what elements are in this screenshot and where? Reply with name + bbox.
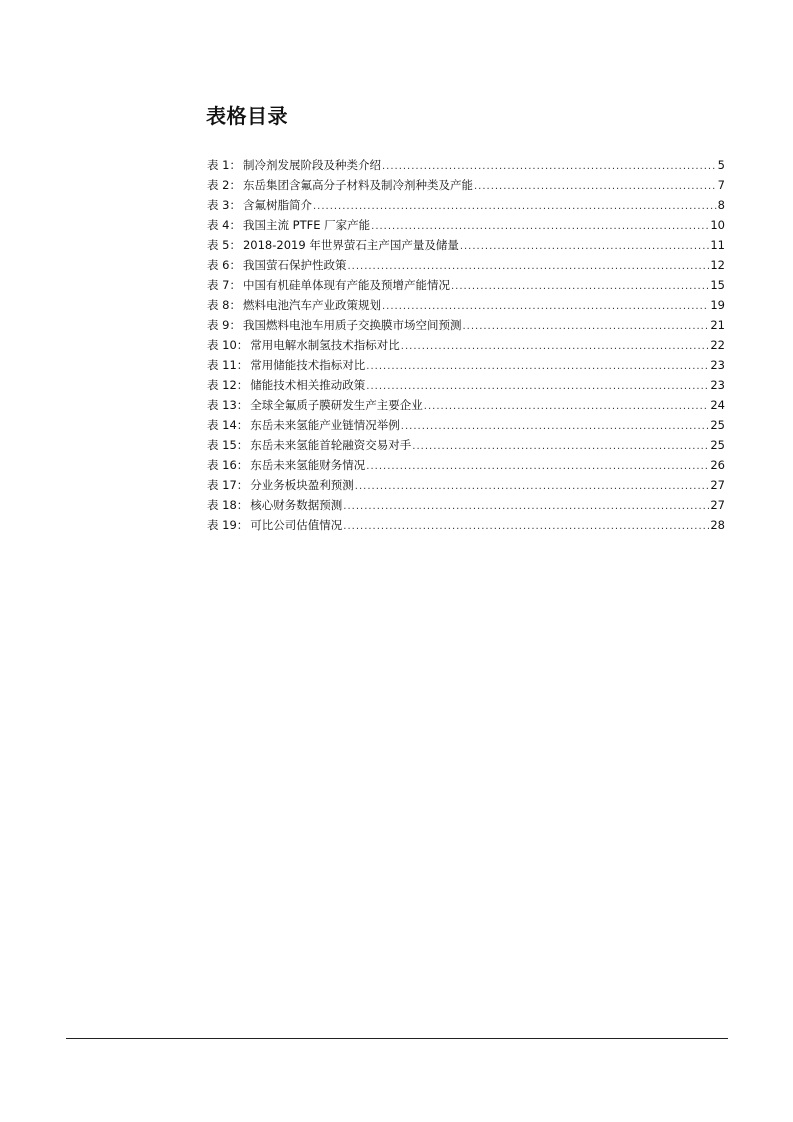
toc-entry[interactable] [207,175,725,195]
dot-leader [366,377,709,397]
toc-entry-page: 11 [710,238,725,252]
toc-entry-title: 中国有机硅单体现有产能及预增产能情况 [242,278,450,292]
dot-leader [313,197,717,217]
toc-entry-title: 2018-2019 年世界萤石主产国产量及储量 [242,238,459,252]
toc-entry-label: 表 5： [207,238,241,252]
toc-entry-label: 表 16： [207,458,249,472]
toc-entry-title: 东岳未来氢能首轮融资交易对手 [250,438,412,452]
toc-entry[interactable] [207,415,725,435]
table-of-contents [207,155,725,535]
toc-entry[interactable] [207,495,725,515]
toc-entry-page: 12 [710,258,725,272]
toc-entry-page: 19 [710,298,725,312]
toc-entry-label: 表 10： [207,338,249,352]
toc-entry-label: 表 2： [207,178,241,192]
toc-entry[interactable] [207,395,725,415]
toc-entry[interactable] [207,355,725,375]
toc-entry-title: 常用储能技术指标对比 [250,358,366,372]
toc-entry-page: 26 [710,458,725,472]
toc-entry-title: 东岳未来氢能产业链情况举例 [250,418,400,432]
toc-entry-page: 25 [710,418,725,432]
toc-entry-page: 7 [717,178,725,192]
toc-entry-page: 5 [717,158,725,172]
dot-leader [382,297,709,317]
toc-entry[interactable] [207,195,725,215]
dot-leader [424,397,710,417]
dot-leader [474,177,717,197]
toc-entry-title: 可比公司估值情况 [250,518,343,532]
toc-entry-title: 全球全氟质子膜研发生产主要企业 [250,398,423,412]
toc-entry-title: 燃料电池汽车产业政策规划 [242,298,381,312]
dot-leader [355,477,710,497]
toc-entry-title: 含氟树脂简介 [242,198,312,212]
toc-entry-label: 表 8： [207,298,241,312]
toc-entry-title: 分业务板块盈利预测 [250,478,354,492]
toc-entry[interactable] [207,475,725,495]
toc-entry-title: 核心财务数据预测 [250,498,343,512]
toc-entry-label: 表 12： [207,378,249,392]
toc-entry-title: 东岳未来氢能财务情况 [250,458,366,472]
dot-leader [343,517,709,537]
toc-entry-page: 21 [710,318,725,332]
dot-leader [343,497,709,517]
toc-entry-label: 表 13： [207,398,249,412]
toc-entry-label: 表 6： [207,258,241,272]
toc-entry-label: 表 7： [207,278,241,292]
dot-leader [412,437,709,457]
toc-entry[interactable] [207,295,725,315]
toc-entry-label: 表 4： [207,218,241,232]
page-title: 表格目录 [206,104,288,128]
toc-entry-page: 24 [710,398,725,412]
toc-entry-title: 我国主流 PTFE 厂家产能 [242,218,371,232]
toc-entry[interactable] [207,275,725,295]
toc-entry-title: 我国萤石保护性政策 [242,258,347,272]
toc-entry-page: 25 [710,438,725,452]
toc-entry-page: 15 [710,278,725,292]
toc-entry[interactable] [207,315,725,335]
toc-entry-label: 表 15： [207,438,249,452]
toc-entry-page: 23 [710,358,725,372]
toc-entry-label: 表 1： [207,158,241,172]
toc-entry-title: 常用电解水制氢技术指标对比 [250,338,400,352]
dot-leader [401,417,710,437]
toc-entry-page: 23 [710,378,725,392]
dot-leader [460,237,710,257]
toc-entry-label: 表 17： [207,478,249,492]
toc-entry[interactable] [207,455,725,475]
toc-entry-label: 表 11： [207,358,249,372]
toc-entry-page: 27 [710,478,725,492]
dot-leader [366,357,709,377]
toc-entry[interactable] [207,215,725,235]
dot-leader [371,217,709,237]
toc-entry-title: 储能技术相关推动政策 [250,378,366,392]
toc-entry[interactable] [207,515,725,535]
toc-entry-title: 我国燃料电池车用质子交换膜市场空间预测 [242,318,462,332]
toc-entry-label: 表 9： [207,318,241,332]
footer-divider [66,1038,728,1039]
dot-leader [451,277,709,297]
toc-entry[interactable] [207,255,725,275]
toc-entry-label: 表 14： [207,418,249,432]
dot-leader [366,457,709,477]
toc-entry-page: 27 [710,498,725,512]
toc-entry[interactable] [207,335,725,355]
toc-entry[interactable] [207,375,725,395]
toc-entry[interactable] [207,155,725,175]
toc-entry-label: 表 19： [207,518,249,532]
toc-entry-label: 表 18： [207,498,249,512]
toc-entry-page: 28 [710,518,725,532]
dot-leader [401,337,710,357]
dot-leader [462,317,709,337]
toc-entry-title: 东岳集团含氟高分子材料及制冷剂种类及产能 [242,178,473,192]
toc-entry-page: 10 [710,218,725,232]
toc-entry-title: 制冷剂发展阶段及种类介绍 [242,158,381,172]
dot-leader [347,257,709,277]
toc-entry-page: 8 [717,198,725,212]
toc-entry[interactable] [207,435,725,455]
toc-entry[interactable] [207,235,725,255]
toc-entry-page: 22 [710,338,725,352]
toc-entry-label: 表 3： [207,198,241,212]
dot-leader [382,157,717,177]
